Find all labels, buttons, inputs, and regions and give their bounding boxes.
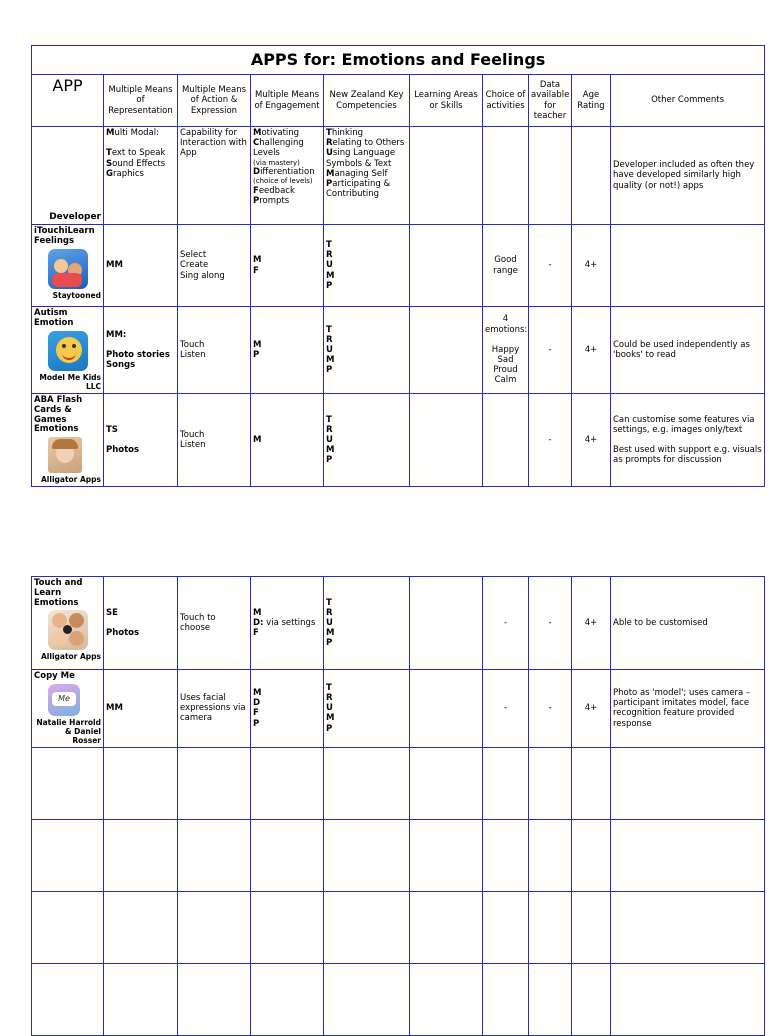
representation-line: SE (106, 607, 118, 618)
legend-comments: Developer included as often they have developed similarly high quality (or not!) apps (611, 127, 765, 225)
comments-line (613, 260, 762, 270)
empty-cell (611, 747, 765, 819)
representation-cell (104, 225, 178, 307)
action-line: Create (180, 260, 209, 271)
learning-cell (410, 307, 483, 394)
empty-cell (611, 891, 765, 963)
engagement-line: M (253, 688, 262, 698)
competencies-line: T (326, 324, 332, 335)
comments-line (613, 435, 762, 445)
representation-cell (104, 670, 178, 748)
competencies-line: R (326, 607, 333, 618)
app-developer: Alligator Apps (41, 652, 101, 662)
engagement-header: Multiple Means of Engagement (251, 75, 324, 127)
competencies-line: P (326, 638, 333, 649)
engagement-line: F (253, 708, 259, 719)
app-name: ABA Flash Cards & Games Emotions (34, 395, 83, 435)
engagement-cell (251, 394, 324, 487)
competencies-cell (324, 307, 410, 394)
empty-cell (324, 891, 410, 963)
choice-line: Calm (494, 375, 517, 386)
competencies-line: T (326, 414, 332, 425)
action-line: Touch to choose (180, 612, 216, 633)
choice-cell (483, 670, 529, 748)
app-name: Autism Emotion (34, 308, 74, 328)
empty-cell (529, 963, 572, 1035)
header-row (32, 75, 765, 127)
empty-cell (572, 819, 611, 891)
data-line: - (548, 617, 552, 628)
data-header: Data available for teacher (529, 75, 572, 127)
choice-line: Proud (493, 365, 518, 376)
choice-cell (483, 394, 529, 487)
competencies-line: M (326, 713, 335, 724)
learning-line (412, 260, 480, 270)
comments-cell (611, 225, 765, 307)
competencies-line: M (326, 445, 335, 456)
copy-me-icon: Me (48, 684, 80, 716)
app-cell (32, 670, 104, 748)
representation-line: Photos (106, 445, 140, 456)
data-line: - (548, 260, 552, 271)
empty-cell (324, 747, 410, 819)
empty-cell (104, 819, 178, 891)
choice-line: - (503, 617, 508, 628)
choice-line: Good (494, 255, 517, 266)
age-cell (572, 307, 611, 394)
engagement-cell (251, 670, 324, 748)
legend-line: Participating & Contributing (326, 178, 391, 200)
legend-representation (104, 127, 178, 225)
choice-line: Happy (491, 344, 520, 355)
table-row (32, 225, 765, 307)
age-cell (572, 577, 611, 670)
competencies-cell (324, 670, 410, 748)
competencies-line: U (326, 434, 333, 445)
empty-cell (32, 891, 104, 963)
action-line: Uses facial expressions via camera (180, 693, 246, 724)
action-line: Listen (180, 350, 206, 360)
legend-action (178, 127, 251, 225)
app-cell (32, 394, 104, 487)
engagement-line: M (253, 434, 262, 445)
table-row (32, 394, 765, 487)
representation-line: MM (106, 260, 123, 271)
legend-competencies (324, 127, 410, 225)
kids-hugging-icon (48, 249, 88, 289)
learning-cell (410, 225, 483, 307)
action-header: Multiple Means of Action & Expression (178, 75, 251, 127)
app-developer: Model Me Kids LLC (39, 372, 101, 391)
data-line: - (548, 703, 552, 714)
action-cell (178, 670, 251, 748)
action-cell (178, 394, 251, 487)
engagement-cell (251, 225, 324, 307)
age-cell (572, 225, 611, 307)
app-header: APP (32, 75, 104, 127)
representation-cell (104, 577, 178, 670)
representation-header: Multiple Means of Representation (104, 75, 178, 127)
competencies-header: New Zealand Key Competencies (324, 75, 410, 127)
legend-line (106, 138, 175, 148)
legend-line: Using Language Symbols & Text (326, 148, 396, 169)
competencies-line: P (326, 455, 333, 466)
empty-cell (324, 963, 410, 1035)
empty-cell (483, 747, 529, 819)
competencies-line: T (326, 597, 332, 608)
page-title: APPS for: Emotions and Feelings (32, 46, 765, 75)
competencies-line: U (326, 617, 333, 628)
empty-cell (410, 819, 483, 891)
competencies-line: T (326, 682, 332, 693)
engagement-line: D (253, 698, 261, 709)
apps-table-top (31, 45, 765, 487)
engagement-cell (251, 577, 324, 670)
legend-line: Capability for Interaction with App (180, 128, 247, 159)
app-developer: Staytooned (52, 290, 101, 300)
app-cell (32, 225, 104, 307)
empty-cell (104, 963, 178, 1035)
age-cell (572, 394, 611, 487)
competencies-line: R (326, 424, 333, 435)
legend-line: Thinking (326, 128, 364, 138)
learning-line (412, 345, 480, 355)
choice-line: Sad (497, 355, 514, 366)
legend-line: Graphics (106, 168, 144, 179)
legend-row (32, 127, 765, 225)
competencies-line: R (326, 693, 333, 704)
app-cell (32, 307, 104, 394)
comments-cell (611, 577, 765, 670)
app-rows-top (32, 225, 765, 487)
competencies-cell (324, 225, 410, 307)
empty-cell (611, 963, 765, 1035)
learning-line (412, 435, 480, 445)
legend-line: Sound Effects (106, 158, 166, 169)
representation-cell (104, 394, 178, 487)
app-rows-bottom (32, 577, 765, 1036)
comments-cell (611, 670, 765, 748)
app-name: Copy Me (34, 671, 75, 681)
empty-cell (324, 819, 410, 891)
engagement-line: P (253, 350, 260, 360)
engagement-line: M (253, 339, 262, 350)
action-line: Select (180, 250, 207, 261)
smiley-face-icon (48, 331, 88, 371)
empty-cell (32, 747, 104, 819)
engagement-line: D: via settings (253, 617, 316, 628)
representation-line: TS (106, 424, 118, 435)
empty-row (32, 819, 765, 891)
app-developer: Alligator Apps (41, 475, 101, 485)
legend-line: Text to Speak (106, 148, 166, 159)
empty-cell (483, 819, 529, 891)
learning-line (412, 703, 480, 713)
legend-engagement (251, 127, 324, 225)
competencies-line: P (326, 365, 333, 376)
empty-cell (251, 963, 324, 1035)
representation-line: Photos (106, 628, 140, 639)
legend-line: Differentiation (253, 166, 315, 177)
app-developer: Natalie Harrold & Daniel Rosser (36, 717, 101, 745)
comments-cell (611, 307, 765, 394)
girl-photo-icon (48, 437, 82, 473)
competencies-line: R (326, 250, 333, 261)
empty-cell (178, 747, 251, 819)
empty-cell (32, 819, 104, 891)
empty-cell (529, 747, 572, 819)
choice-cell (483, 577, 529, 670)
legend-line: Feedback (253, 185, 295, 196)
empty-row (32, 963, 765, 1035)
representation-line: Photo stories (106, 350, 170, 360)
comments-line: Photo as 'model'; uses camera – participant imitates model, face recognition feature provided response (613, 688, 751, 729)
action-cell (178, 307, 251, 394)
representation-line: MM (106, 703, 123, 714)
competencies-cell (324, 577, 410, 670)
choice-line (485, 435, 526, 445)
choice-cell (483, 225, 529, 307)
engagement-cell (251, 307, 324, 394)
age-header: Age Rating (572, 75, 611, 127)
learning-cell (410, 394, 483, 487)
app-cell (32, 577, 104, 670)
learning-cell (410, 577, 483, 670)
empty-cell (529, 819, 572, 891)
competencies-cell (324, 394, 410, 487)
competencies-line: U (326, 703, 333, 714)
competencies-line: M (326, 355, 335, 366)
data-cell (529, 577, 572, 670)
data-cell (529, 307, 572, 394)
empty-cell (104, 891, 178, 963)
representation-cell (104, 307, 178, 394)
table-row (32, 307, 765, 394)
empty-cell (483, 891, 529, 963)
action-cell (178, 577, 251, 670)
competencies-line: U (326, 344, 333, 355)
comments-line: Able to be customised (613, 617, 708, 628)
empty-cell (251, 891, 324, 963)
choice-line: - (503, 703, 508, 714)
competencies-line: M (326, 270, 335, 281)
legend-line: Motivating (253, 128, 300, 138)
age-line: 4+ (584, 260, 598, 271)
comments-line: Best used with support e.g. visuals as prompts for discussion (613, 445, 762, 466)
legend-line: Challenging Levels (253, 138, 304, 159)
empty-cell (251, 747, 324, 819)
empty-cell (104, 747, 178, 819)
legend-line: (choice of levels) (253, 177, 313, 186)
empty-cell (251, 819, 324, 891)
data-line: - (548, 434, 552, 445)
app-name: Touch and Learn Emotions (34, 578, 83, 608)
competencies-line: U (326, 260, 333, 271)
data-cell (529, 225, 572, 307)
age-line: 4+ (584, 703, 598, 714)
empty-cell (410, 891, 483, 963)
faces-collage-icon (48, 610, 88, 650)
age-line: 4+ (584, 617, 598, 628)
choice-line: emotions: (485, 324, 528, 335)
competencies-line: M (326, 628, 335, 639)
engagement-line: F (253, 265, 259, 276)
engagement-line: M (253, 607, 262, 618)
age-cell (572, 670, 611, 748)
action-line: Touch (180, 339, 205, 350)
representation-line (106, 340, 175, 350)
app-name: iTouchiLearn Feelings (34, 226, 95, 246)
competencies-line: T (326, 240, 332, 251)
legend-line: Relating to Others (326, 138, 405, 149)
empty-cell (611, 819, 765, 891)
empty-cell (178, 891, 251, 963)
age-line: 4+ (584, 344, 598, 355)
representation-line (106, 618, 175, 628)
empty-cell (529, 891, 572, 963)
legend-line: Prompts (253, 195, 290, 206)
choice-cell (483, 307, 529, 394)
action-line: Touch (180, 429, 205, 440)
engagement-line: P (253, 718, 260, 729)
age-line: 4+ (584, 434, 598, 445)
empty-cell (178, 819, 251, 891)
empty-row (32, 747, 765, 819)
choice-line (485, 335, 526, 345)
engagement-line: M (253, 255, 262, 266)
action-cell (178, 225, 251, 307)
choice-header: Choice of activities (483, 75, 529, 127)
legend-line: Managing Self (326, 168, 388, 179)
table-row (32, 577, 765, 670)
representation-line: Songs (106, 360, 136, 371)
empty-cell (572, 963, 611, 1035)
comments-header: Other Comments (611, 75, 765, 127)
empty-cell (572, 747, 611, 819)
data-cell (529, 394, 572, 487)
table-row (32, 670, 765, 748)
data-line: - (548, 344, 552, 355)
representation-line: MM: (106, 329, 127, 340)
competencies-line: P (326, 723, 333, 734)
learning-line (412, 618, 480, 628)
empty-cell (483, 963, 529, 1035)
competencies-line: R (326, 334, 333, 345)
legend-line: Multi Modal: (106, 128, 159, 138)
learning-cell (410, 670, 483, 748)
choice-line: range (493, 265, 518, 276)
apps-table-bottom (31, 576, 765, 1036)
action-line: Sing along (180, 270, 225, 281)
empty-cell (410, 963, 483, 1035)
representation-line (106, 435, 175, 445)
empty-cell (410, 747, 483, 819)
action-line: Listen (180, 440, 206, 451)
competencies-line: P (326, 280, 333, 291)
comments-line: Could be used independently as 'books' to read (613, 339, 750, 360)
empty-cell (32, 963, 104, 1035)
comments-cell (611, 394, 765, 487)
comments-line: Can customise some features via settings, e.g. images only/text (613, 414, 755, 435)
learning-header: Learning Areas or Skills (410, 75, 483, 127)
empty-row (32, 891, 765, 963)
legend-line: (via mastery) (253, 158, 300, 167)
data-cell (529, 670, 572, 748)
developer-header: Developer (49, 212, 101, 223)
engagement-line: F (253, 628, 259, 639)
empty-cell (178, 963, 251, 1035)
empty-cell (572, 891, 611, 963)
choice-line: 4 (502, 314, 509, 325)
